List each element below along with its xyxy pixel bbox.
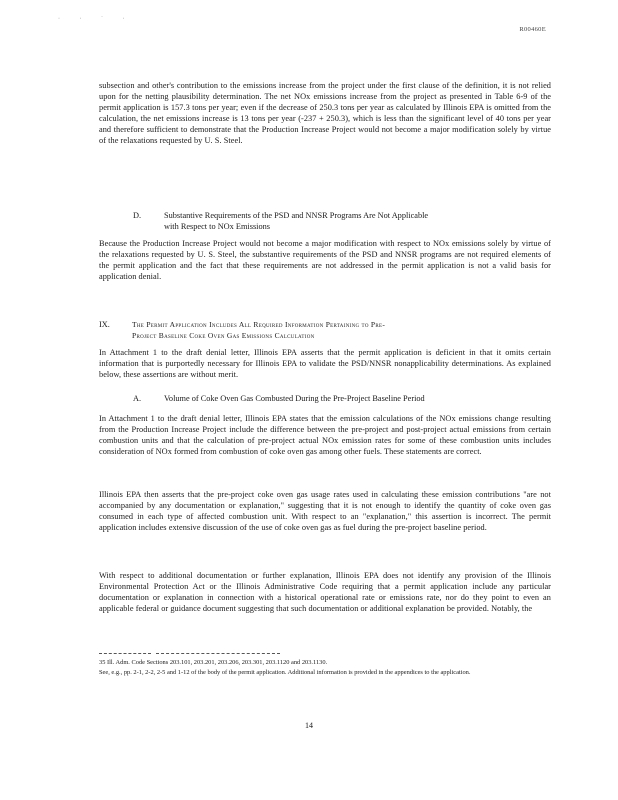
footnote-separator [99, 653, 151, 654]
section-ix-title-line1: The Permit Application Includes All Required Information Pertaining to Pre- [132, 320, 386, 329]
page-id: R00460E [519, 26, 546, 33]
scan-specks: · · ˙ · [58, 16, 134, 22]
section-a-number: A. [133, 394, 142, 403]
paragraph-attachment-intro: In Attachment 1 to the draft denial letter, Illinois EPA asserts that the permit application is deficient in that it omits certain information that is purportedly necessary for Illinois EPA to validate the PSD/NNSR nonapplicability determinations. As explained below, these assertions are without merit. [99, 348, 551, 380]
section-d-title [164, 210, 554, 232]
section-d-title-line1: Substantive Requirements of the PSD and NNSR Programs Are Not Applicable [164, 211, 429, 220]
section-ix-title-line2: Project Baseline Coke Oven Gas Emissions Calculation [132, 331, 315, 341]
section-ix-title [132, 319, 552, 341]
page-number: 14 [305, 721, 313, 730]
paragraph-documentation: With respect to additional documentation or further explanation, Illinois EPA does not identify any provision of the Illinois Environmental Protection Act or the Illinois Administrative Code requiring that a permit application include any particular documentation or explanation in connection with a historical operational rate or emissions rate, nor do they point to even an applicable federal or guidance document suggesting that such documentation or additional explanation be provided. Notably, the [99, 571, 551, 614]
footnote-1: 35 Ill. Adm. Code Sections 203.101, 203.201, 203.206, 203.301, 203.1120 and 203.1130. [99, 659, 328, 666]
section-a-title: Volume of Coke Oven Gas Combusted During the Pre-Project Baseline Period [164, 394, 425, 403]
section-d-number: D. [133, 211, 142, 220]
paragraph-usage-rates: Illinois EPA then asserts that the pre-project coke oven gas usage rates used in calculating these emission contributions "are not accompanied by any documentation or explanation," suggesting that it is not enough to identify the quantity of coke oven gas consumed in each type of affected combustion unit. With respect to an "explanation," this assertion is incorrect. The permit application includes extensive discussion of the use of coke oven gas as fuel during the pre-project baseline period. [99, 490, 551, 533]
footnote-separator-extension [156, 653, 280, 654]
paragraph-coke-oven-gas: In Attachment 1 to the draft denial letter, Illinois EPA states that the emission calculations of the NOx emissions change resulting from the Production Increase Project include the difference between the pre-project and post-project actual emissions from certain combustion units and that the calculation of pre-project actual NOx emission rates for some of these combustion units includes consideration of NOx formed from combustion of coke oven gas among other fuels. These statements are correct. [99, 414, 551, 457]
section-ix-number: IX. [99, 320, 110, 329]
section-d-title-line2: with Respect to NOx Emissions [164, 222, 271, 232]
paragraph-netting: subsection and other's contribution to the emissions increase from the project under the first clause of the definition, it is not relied upon for the netting plausibility determination. The net NOx emissions increase from the project as presented in Table 6-9 of the permit application is 157.3 tons per year; even if the decrease of 250.3 tons per year as calculated by Illinois EPA is omitted from the calculation, the net emissions increase is 13 tons per year (-237 + 250.3), which is less than the significant level of 40 tons per year and therefore sufficient to demonstrate that the Production Increase Project would not become a major modification solely by virtue of the relaxations requested by U. S. Steel. [99, 81, 551, 146]
paragraph-substantive: Because the Production Increase Project would not become a major modification with respect to NOx emissions solely by virtue of the relaxations requested by U. S. Steel, the substantive requirements of the PSD and NNSR programs are not required elements of the permit application and the fact that these requirements are not addressed in the permit application is not a valid basis for application denial. [99, 239, 551, 282]
footnote-2: See, e.g., pp. 2-1, 2-2, 2-5 and 1-12 of the body of the permit application. Additional information is provided in the appendices to the application. [99, 669, 471, 676]
